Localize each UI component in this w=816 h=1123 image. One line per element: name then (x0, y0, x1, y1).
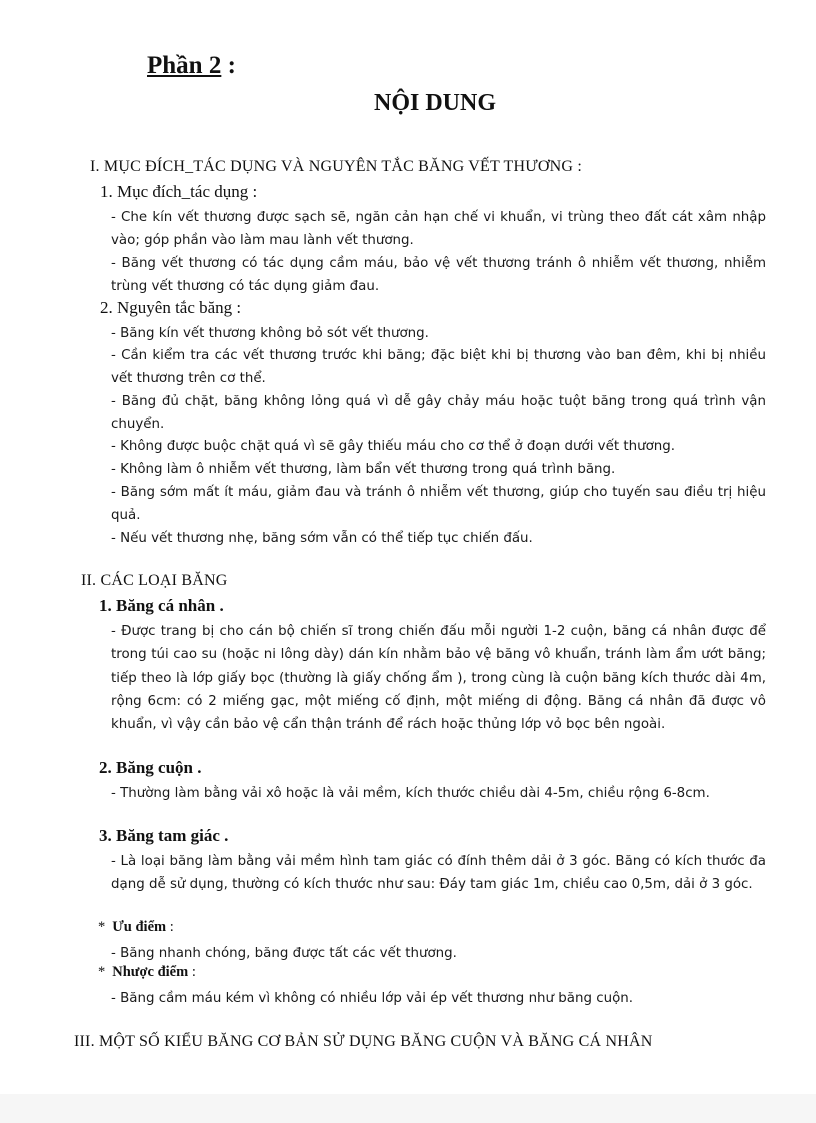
disadvantage-heading (98, 964, 196, 981)
advantage-colon: : (166, 919, 174, 935)
section-2-sub-1-text: - Được trang bị cho cán bộ chiến sĩ trong chiến đấu mỗi người 1-2 cuộn, băng cá nhân được để trong túi cao su (hoặc ni lông dày) dán kín nhằm bảo vệ băng vô khuẩn, tránh làm ẩm ướt băng; tiếp theo là lớp giấy bọc (thường là giấy chống ẩm ), trong cùng là cuộn băng kích thước dài 4m, rộng 6cm: có 2 miếng gạc, một miếng cố định, một miếng di động. Băng cá nhân đã được vô khuẩn, vì vậy cần bảo vệ cẩn thận tránh để rách hoặc thủng lớp vỏ bọc bên ngoài. (111, 624, 766, 733)
section-1-sub-1-item-1: - Che kín vết thương được sạch sẽ, ngăn cản hạn chế vi khuẩn, vi trùng theo đất cát xâm nhập vào; góp phần vào làm mau lành vết thương. (111, 210, 766, 249)
section-1-sub-1-item-2: - Băng vết thương có tác dụng cầm máu, bảo vệ vết thương tránh ô nhiễm vết thương, nhiễm trùng vết thương có tác dụng giảm đau. (111, 256, 766, 295)
section-3-heading: III. MỘT SỐ KIỂU BĂNG CƠ BẢN SỬ DỤNG BĂNG CUỘN VÀ BĂNG CÁ NHÂN (74, 1033, 653, 1050)
disadvantage-label: Nhược điểm (112, 964, 189, 980)
section-2-sub-2-text: - Thường làm bằng vải xô hoặc là vải mềm, kích thước chiều dài 4-5m, chiều rộng 6-8cm. (111, 786, 710, 801)
section-1-sub-2-item-5: - Không làm ô nhiễm vết thương, làm bẩn vết thương trong quá trình băng. (111, 462, 616, 477)
section-1-heading: I. MỤC ĐÍCH_TÁC DỤNG VÀ NGUYÊN TẮC BĂNG VẾT THƯƠNG : (90, 158, 583, 175)
section-2-heading: II. CÁC LOẠI BĂNG (81, 572, 228, 589)
advantage-text: - Băng nhanh chóng, băng được tất các vết thương. (111, 946, 457, 961)
disadvantage-colon: : (188, 964, 196, 980)
part-heading (147, 52, 236, 80)
section-2-sub-2-heading: 2. Băng cuộn . (99, 758, 202, 777)
section-2-sub-1-heading: 1. Băng cá nhân . (99, 596, 224, 615)
disadvantage-text: - Băng cầm máu kém vì không có nhiều lớp vải ép vết thương như băng cuộn. (111, 991, 634, 1006)
section-2-sub-3-text: - Là loại băng làm bằng vải mềm hình tam giác có đính thêm dải ở 3 góc. Băng có kích thước đa dạng dễ sử dụng, thường có kích thước như sau: Đáy tam giác 1m, chiều cao 0,5m, dải ở 3 góc. (111, 854, 766, 893)
disadvantage-bullet: * (98, 964, 106, 980)
section-1-sub-2-heading: 2. Nguyên tắc băng : (100, 298, 242, 317)
section-1-sub-2-item-3: - Băng đủ chặt, băng không lỏng quá vì dễ gây chảy máu hoặc tuột băng trong quá trình vận chuyển. (111, 394, 766, 433)
section-1-sub-2-item-2: - Cần kiểm tra các vết thương trước khi băng; đặc biệt khi bị thương vào ban đêm, khi bị nhiều vết thương trên cơ thể. (111, 348, 766, 387)
page-bottom-band (0, 1094, 816, 1123)
section-1-sub-2-item-4: - Không được buộc chặt quá vì sẽ gây thiếu máu cho cơ thể ở đoạn dưới vết thương. (111, 439, 676, 454)
advantage-heading (98, 919, 174, 936)
part-colon: : (221, 52, 236, 79)
section-1-sub-2-item-7: - Nếu vết thương nhẹ, băng sớm vẫn có thể tiếp tục chiến đấu. (111, 531, 533, 546)
advantage-label: Ưu điểm (112, 919, 167, 935)
section-1-sub-2-item-6: - Băng sớm mất ít máu, giảm đau và tránh ô nhiễm vết thương, giúp cho tuyến sau điều trị hiệu quả. (111, 485, 766, 524)
part-label: Phần 2 (147, 52, 222, 79)
section-1-sub-2-item-1: - Băng kín vết thương không bỏ sót vết thương. (111, 326, 429, 341)
section-1-sub-1-heading: 1. Mục đích_tác dụng : (100, 182, 258, 201)
section-2-sub-3-heading: 3. Băng tam giác . (99, 826, 229, 845)
advantage-bullet: * (98, 919, 106, 935)
page-title: NỘI DUNG (373, 90, 496, 116)
